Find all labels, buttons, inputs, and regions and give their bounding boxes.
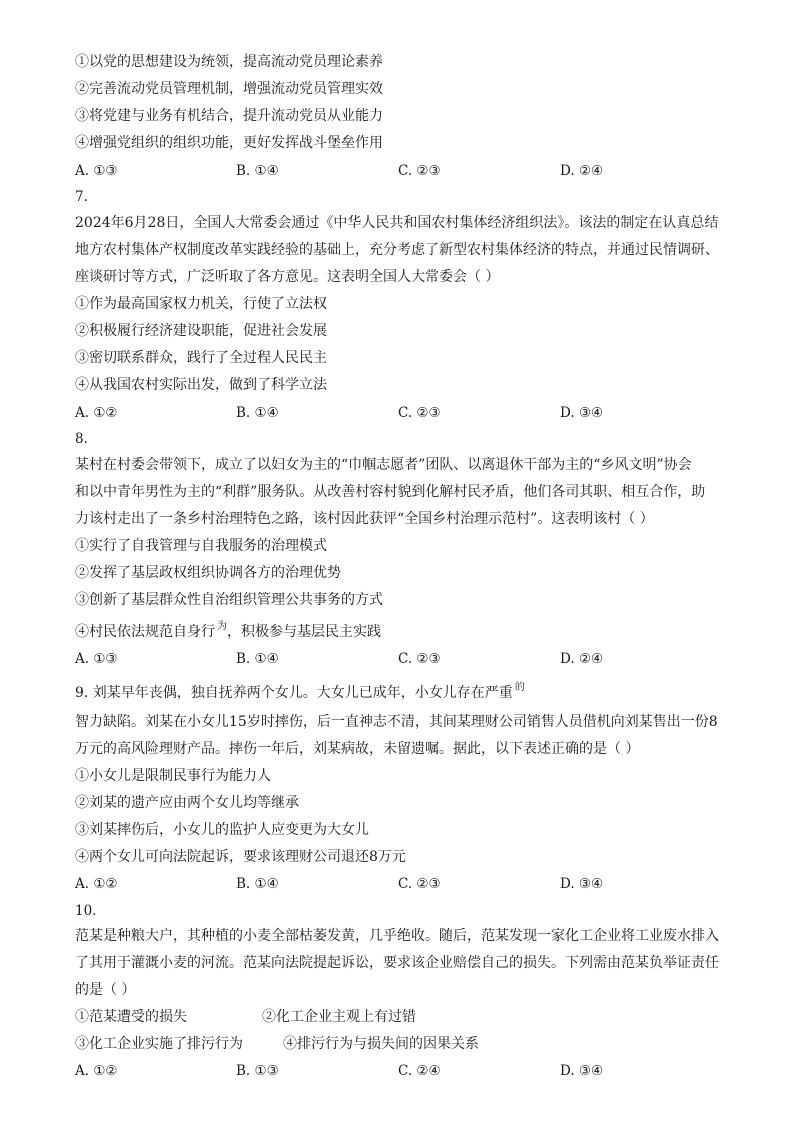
- q6-item-1: ①以党的思想建设为统领，提高流动党员理论素养: [75, 54, 383, 70]
- q8-item-4-raised-char: 为: [217, 621, 227, 632]
- q9-item-1: ①小女儿是限制民事行为能力人: [75, 768, 271, 784]
- q9-item-3: ③刘某摔伤后，小女儿的监护人应变更为大女儿: [75, 822, 369, 838]
- q6-item-4: ④增强党组织的组织功能，更好发挥战斗堡垒作用: [75, 135, 383, 151]
- q8-item-2: ②发挥了基层政权组织协调各方的治理优势: [75, 565, 341, 581]
- q7-option-d: D. ③④: [560, 405, 604, 421]
- q10-option-a: A. ①②: [75, 1063, 118, 1079]
- q8-option-c: C. ②③: [398, 651, 441, 667]
- q9-option-b: B. ①④: [236, 876, 279, 892]
- q7-stem-line-2: 地方农村集体产权制度改革实践经验的基础上，充分考虑了新型农村集体经济的特点，并通过民情调研、: [75, 242, 719, 258]
- q7-item-3: ③密切联系群众，践行了全过程人民民主: [75, 350, 327, 366]
- q10-option-d: D. ③④: [560, 1063, 604, 1079]
- q10-item-3: ③化工企业实施了排污行为: [75, 1036, 243, 1052]
- q9-raised-char: 的: [514, 682, 525, 693]
- q8-item-4: [75, 623, 381, 643]
- q8-number: 8.: [75, 431, 88, 447]
- q6-item-2: ②完善流动党员管理机制，增强流动党员管理实效: [75, 81, 383, 97]
- q10-item-4: ④排污行为与损失间的因果关系: [283, 1036, 479, 1052]
- q8-item-1: ①实行了自我管理与自我服务的治理模式: [75, 538, 327, 554]
- q7-option-a: A. ①②: [75, 405, 118, 421]
- q9-item-2: ②刘某的遗产应由两个女儿均等继承: [75, 795, 299, 811]
- q7-item-2: ②积极履行经济建设职能，促进社会发展: [75, 323, 327, 339]
- q9-option-a: A. ①②: [75, 876, 118, 892]
- q9-item-4: ④两个女儿可向法院起诉，要求该理财公司退还8万元: [75, 849, 406, 865]
- q9-option-d: D. ③④: [560, 876, 604, 892]
- q7-item-1: ①作为最高国家权力机关，行使了立法权: [75, 296, 327, 312]
- q7-number: 7.: [75, 189, 88, 205]
- q7-stem-line-3: 座谈研讨等方式，广泛听取了各方意见。这表明全国人大常委会（ ）: [75, 269, 500, 285]
- q10-item-1: ①范某遭受的损失: [75, 1009, 187, 1025]
- q10-stem-line-3: 的是（ ）: [75, 982, 136, 998]
- q8-item-3: ③创新了基层群众性自治组织管理公共事务的方式: [75, 592, 383, 608]
- q6-item-3: ③将党建与业务有机结合，提升流动党员从业能力: [75, 108, 383, 124]
- q8-option-a: A. ①③: [75, 651, 118, 667]
- q8-option-b: B. ①④: [236, 651, 279, 667]
- q8-item-4-text: ④村民依法规范自身行: [75, 624, 215, 640]
- q7-stem-line-1: 2024年6月28日，全国人大常委会通过《中华人民共和国农村集体经济组织法》。该法的制定在认真总结: [75, 215, 719, 231]
- q8-stem-line-3: 力该村走出了一条乡村治理特色之路，该村因此获评“全国乡村治理示范村”。这表明该村（ ）: [75, 511, 654, 527]
- q8-stem-line-2: 和以中青年男性为主的“利群”服务队。从改善村容村貌到化解村民矛盾，他们各司其职、相互合作，助: [75, 484, 706, 500]
- q6-option-b: B. ①④: [236, 163, 279, 179]
- q10-stem-line-1: 范某是种粮大户，其种植的小麦全部枯萎发黄，几乎绝收。随后，范某发现一家化工企业将工业废水排入: [75, 928, 719, 944]
- q9-stem-line-3: 万元的高风险理财产品。摔伤一年后，刘某病故，未留遗嘱。据此，以下表述正确的是（ ）: [75, 741, 640, 757]
- q9-stem-line-1: [75, 684, 525, 704]
- q9-stem-text: 9. 刘某早年丧偶，独自抚养两个女儿。大女儿已成年，小女儿存在严重: [75, 685, 513, 701]
- q9-stem-line-2: 智力缺陷。刘某在小女儿15岁时摔伤，后一直神志不清，其间某理财公司销售人员借机向刘某售出一份8: [75, 714, 718, 730]
- q8-item-4-rest: ，积极参与基层民主实践: [227, 624, 381, 640]
- q10-option-c: C. ②④: [398, 1063, 441, 1079]
- q7-option-b: B. ①④: [236, 405, 279, 421]
- q10-item-2: ②化工企业主观上有过错: [262, 1009, 416, 1025]
- q7-option-c: C. ②③: [398, 405, 441, 421]
- q10-option-b: B. ①③: [236, 1063, 279, 1079]
- q9-option-c: C. ②③: [398, 876, 441, 892]
- q6-option-d: D. ②④: [560, 163, 604, 179]
- q7-item-4: ④从我国农村实际出发，做到了科学立法: [75, 377, 327, 393]
- q6-option-c: C. ②③: [398, 163, 441, 179]
- q10-stem-line-2: 了其用于灌溉小麦的河流。范某向法院提起诉讼，要求该企业赔偿自己的损失。下列需由范某负举证责任: [75, 955, 719, 971]
- q10-number: 10.: [75, 903, 97, 919]
- q6-option-a: A. ①③: [75, 163, 118, 179]
- q8-stem-line-1: 某村在村委会带领下，成立了以妇女为主的“巾帼志愿者”团队、以离退休干部为主的“乡风文明”协会: [75, 457, 692, 473]
- q8-option-d: D. ②④: [560, 651, 604, 667]
